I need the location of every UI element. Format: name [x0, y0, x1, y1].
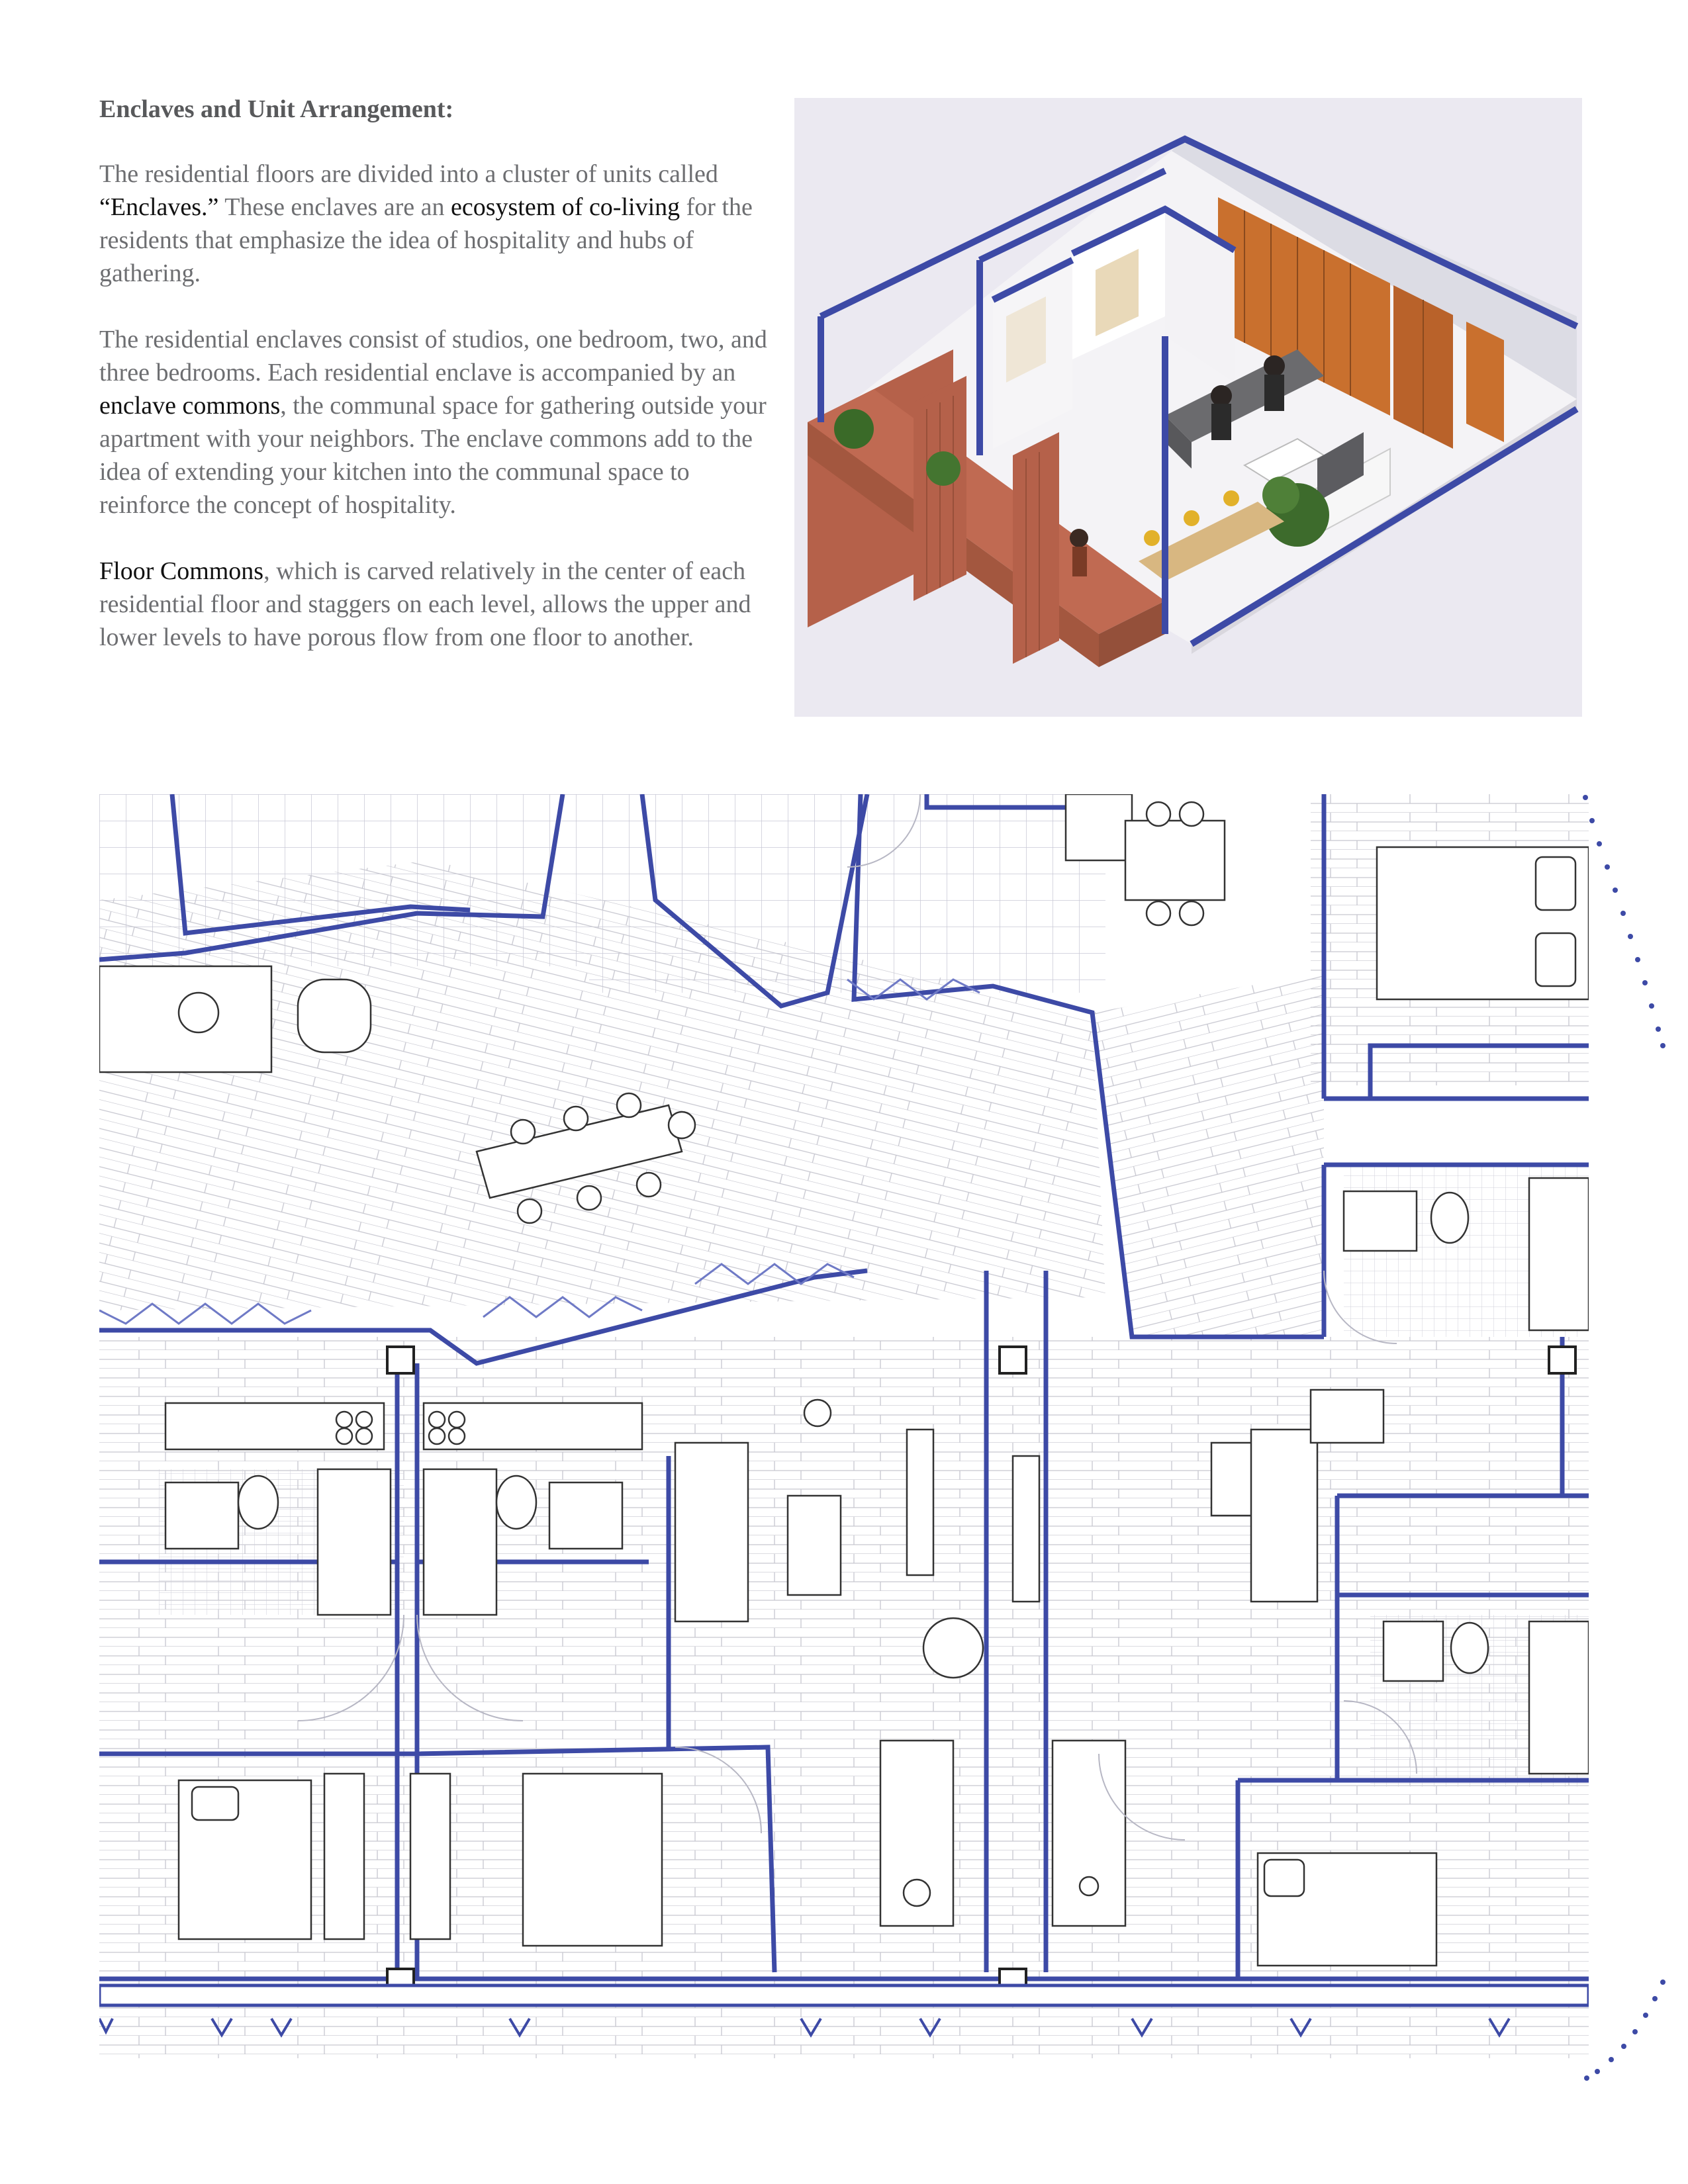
p1-text-c: These enclaves are an: [218, 193, 451, 221]
p1-text-a: The residential floors are divided into a cluster of units called: [99, 160, 718, 188]
p2-highlight-enclave-commons: enclave commons: [99, 392, 281, 420]
p3-highlight-floor-commons: Floor Commons: [99, 557, 264, 585]
section-heading: Enclaves and Unit Arrangement:: [99, 95, 454, 123]
dotted-arc-top: [1583, 795, 1665, 1048]
p1-highlight-enclaves: “Enclaves.”: [99, 193, 219, 221]
p3-text-b: , which is carved relatively in the center of each residential floor and staggers on each level, allows the upper and lower levels to have porous flow from one floor to another.: [99, 557, 751, 651]
p1-highlight-ecosystem: ecosystem of co-living: [451, 193, 680, 221]
p1-text-e: for the residents that emphasize the idea of hospitality and hubs of gathering.: [99, 193, 753, 287]
p2-text-c: , the communal space for gathering outside your apartment with your neighbors. The enclave commons add to the idea of extending your kitchen into the communal space to reinforce the concept of hospitality.: [99, 392, 767, 519]
dotted-arc-bottom: [1584, 1979, 1665, 2081]
p2-text-a: The residential enclaves consist of studios, one bedroom, two, and three bedrooms. Each residential enclave is accompanied by an: [99, 326, 767, 387]
